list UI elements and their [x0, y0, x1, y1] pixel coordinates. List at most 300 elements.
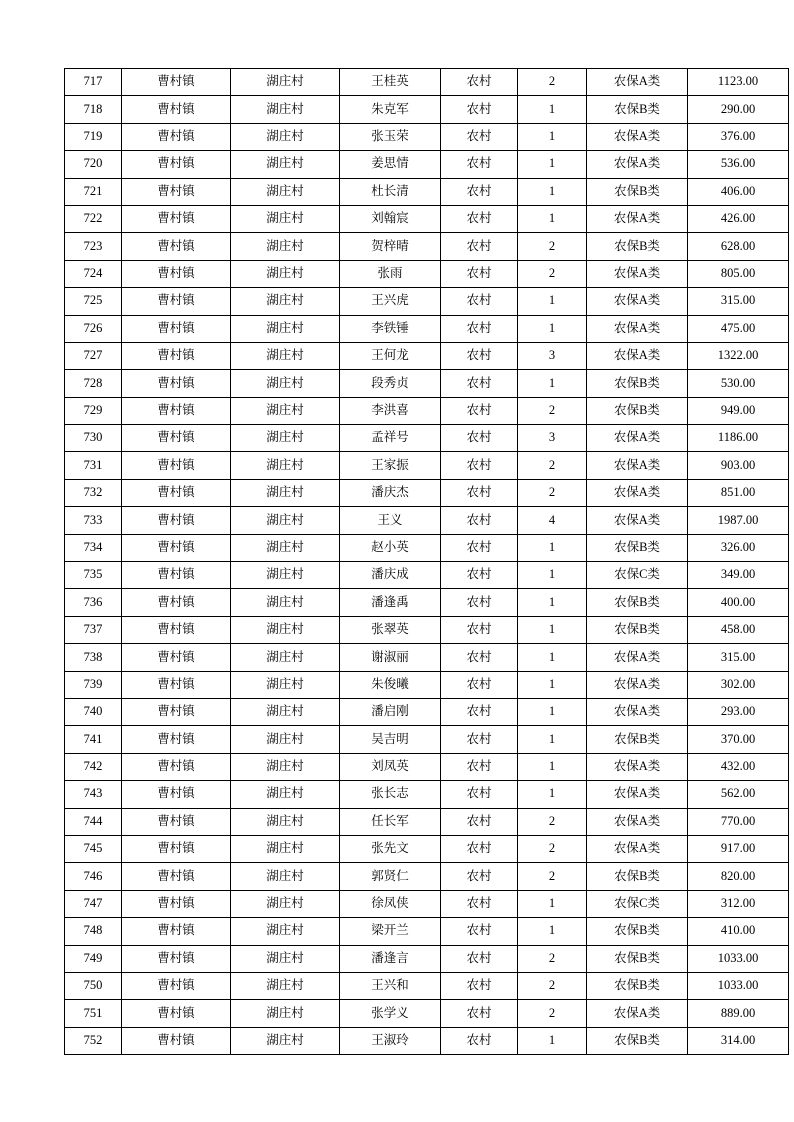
cell-household-type: 农村 — [441, 370, 518, 397]
cell-person-count: 2 — [518, 972, 587, 999]
cell-name: 杜长清 — [340, 178, 441, 205]
cell-household-type: 农村 — [441, 178, 518, 205]
cell-person-count: 2 — [518, 835, 587, 862]
cell-household-type: 农村 — [441, 96, 518, 123]
cell-amount: 536.00 — [688, 151, 789, 178]
cell-town: 曹村镇 — [122, 835, 231, 862]
table-row — [65, 972, 789, 999]
cell-category: 农保A类 — [587, 260, 688, 287]
cell-household-type: 农村 — [441, 781, 518, 808]
cell-household-type: 农村 — [441, 562, 518, 589]
table-row — [65, 616, 789, 643]
table-row — [65, 1000, 789, 1027]
cell-category: 农保A类 — [587, 151, 688, 178]
cell-person-count: 1 — [518, 781, 587, 808]
cell-amount: 315.00 — [688, 644, 789, 671]
cell-village: 湖庄村 — [231, 534, 340, 561]
cell-name: 吴吉明 — [340, 726, 441, 753]
cell-household-type: 农村 — [441, 260, 518, 287]
cell-village: 湖庄村 — [231, 205, 340, 232]
cell-village: 湖庄村 — [231, 370, 340, 397]
cell-household-type: 农村 — [441, 589, 518, 616]
cell-category: 农保C类 — [587, 562, 688, 589]
table-row — [65, 890, 789, 917]
cell-index: 740 — [65, 698, 122, 725]
cell-person-count: 1 — [518, 178, 587, 205]
cell-person-count: 1 — [518, 753, 587, 780]
cell-category: 农保A类 — [587, 315, 688, 342]
cell-person-count: 2 — [518, 479, 587, 506]
table-row — [65, 96, 789, 123]
cell-category: 农保B类 — [587, 616, 688, 643]
cell-village: 湖庄村 — [231, 69, 340, 96]
cell-town: 曹村镇 — [122, 1027, 231, 1054]
cell-index: 722 — [65, 205, 122, 232]
cell-index: 720 — [65, 151, 122, 178]
cell-village: 湖庄村 — [231, 123, 340, 150]
cell-town: 曹村镇 — [122, 69, 231, 96]
cell-category: 农保A类 — [587, 808, 688, 835]
table-row — [65, 233, 789, 260]
cell-category: 农保A类 — [587, 507, 688, 534]
cell-person-count: 1 — [518, 616, 587, 643]
cell-category: 农保A类 — [587, 205, 688, 232]
cell-index: 727 — [65, 342, 122, 369]
cell-town: 曹村镇 — [122, 205, 231, 232]
cell-village: 湖庄村 — [231, 726, 340, 753]
cell-index: 735 — [65, 562, 122, 589]
table-row — [65, 1027, 789, 1054]
cell-category: 农保A类 — [587, 1000, 688, 1027]
cell-index: 733 — [65, 507, 122, 534]
cell-index: 736 — [65, 589, 122, 616]
cell-amount: 1186.00 — [688, 425, 789, 452]
cell-index: 724 — [65, 260, 122, 287]
cell-village: 湖庄村 — [231, 1000, 340, 1027]
cell-name: 潘启刚 — [340, 698, 441, 725]
cell-village: 湖庄村 — [231, 288, 340, 315]
cell-index: 721 — [65, 178, 122, 205]
cell-name: 王义 — [340, 507, 441, 534]
cell-amount: 562.00 — [688, 781, 789, 808]
cell-village: 湖庄村 — [231, 972, 340, 999]
cell-amount: 530.00 — [688, 370, 789, 397]
cell-amount: 406.00 — [688, 178, 789, 205]
cell-index: 728 — [65, 370, 122, 397]
cell-index: 742 — [65, 753, 122, 780]
cell-household-type: 农村 — [441, 918, 518, 945]
cell-village: 湖庄村 — [231, 562, 340, 589]
cell-name: 朱俊曦 — [340, 671, 441, 698]
cell-category: 农保B类 — [587, 726, 688, 753]
cell-amount: 805.00 — [688, 260, 789, 287]
cell-household-type: 农村 — [441, 452, 518, 479]
table-row — [65, 507, 789, 534]
cell-person-count: 3 — [518, 342, 587, 369]
table-row — [65, 753, 789, 780]
table-row — [65, 425, 789, 452]
cell-person-count: 1 — [518, 726, 587, 753]
cell-village: 湖庄村 — [231, 260, 340, 287]
cell-town: 曹村镇 — [122, 808, 231, 835]
cell-town: 曹村镇 — [122, 945, 231, 972]
cell-town: 曹村镇 — [122, 178, 231, 205]
cell-amount: 820.00 — [688, 863, 789, 890]
cell-household-type: 农村 — [441, 726, 518, 753]
cell-person-count: 1 — [518, 589, 587, 616]
cell-amount: 290.00 — [688, 96, 789, 123]
cell-name: 任长军 — [340, 808, 441, 835]
cell-name: 张先文 — [340, 835, 441, 862]
cell-amount: 293.00 — [688, 698, 789, 725]
table-row — [65, 452, 789, 479]
cell-town: 曹村镇 — [122, 781, 231, 808]
cell-name: 贺梓晴 — [340, 233, 441, 260]
cell-village: 湖庄村 — [231, 890, 340, 917]
table-row — [65, 260, 789, 287]
cell-person-count: 2 — [518, 863, 587, 890]
table-row — [65, 370, 789, 397]
cell-village: 湖庄村 — [231, 479, 340, 506]
cell-name: 王何龙 — [340, 342, 441, 369]
cell-person-count: 4 — [518, 507, 587, 534]
cell-index: 734 — [65, 534, 122, 561]
table-row — [65, 726, 789, 753]
table-row — [65, 918, 789, 945]
cell-amount: 370.00 — [688, 726, 789, 753]
cell-village: 湖庄村 — [231, 808, 340, 835]
cell-amount: 432.00 — [688, 753, 789, 780]
cell-person-count: 1 — [518, 288, 587, 315]
cell-name: 张翠英 — [340, 616, 441, 643]
cell-index: 738 — [65, 644, 122, 671]
cell-person-count: 1 — [518, 151, 587, 178]
cell-name: 王家振 — [340, 452, 441, 479]
cell-index: 741 — [65, 726, 122, 753]
table-row — [65, 315, 789, 342]
cell-category: 农保A类 — [587, 69, 688, 96]
cell-town: 曹村镇 — [122, 726, 231, 753]
cell-town: 曹村镇 — [122, 616, 231, 643]
cell-name: 刘翰宸 — [340, 205, 441, 232]
cell-town: 曹村镇 — [122, 370, 231, 397]
cell-name: 姜思情 — [340, 151, 441, 178]
cell-name: 王兴和 — [340, 972, 441, 999]
cell-index: 739 — [65, 671, 122, 698]
cell-town: 曹村镇 — [122, 1000, 231, 1027]
cell-amount: 376.00 — [688, 123, 789, 150]
cell-town: 曹村镇 — [122, 534, 231, 561]
cell-person-count: 1 — [518, 123, 587, 150]
cell-town: 曹村镇 — [122, 890, 231, 917]
cell-amount: 1033.00 — [688, 972, 789, 999]
cell-household-type: 农村 — [441, 835, 518, 862]
cell-person-count: 1 — [518, 96, 587, 123]
cell-household-type: 农村 — [441, 1027, 518, 1054]
cell-household-type: 农村 — [441, 151, 518, 178]
cell-index: 749 — [65, 945, 122, 972]
table-row — [65, 123, 789, 150]
table-row — [65, 178, 789, 205]
cell-person-count: 1 — [518, 671, 587, 698]
cell-town: 曹村镇 — [122, 562, 231, 589]
cell-name: 孟祥号 — [340, 425, 441, 452]
cell-village: 湖庄村 — [231, 397, 340, 424]
cell-amount: 410.00 — [688, 918, 789, 945]
cell-person-count: 1 — [518, 698, 587, 725]
cell-household-type: 农村 — [441, 1000, 518, 1027]
cell-household-type: 农村 — [441, 205, 518, 232]
cell-category: 农保A类 — [587, 644, 688, 671]
cell-town: 曹村镇 — [122, 288, 231, 315]
cell-category: 农保B类 — [587, 178, 688, 205]
cell-amount: 312.00 — [688, 890, 789, 917]
cell-town: 曹村镇 — [122, 260, 231, 287]
table-row — [65, 562, 789, 589]
cell-category: 农保A类 — [587, 479, 688, 506]
cell-index: 750 — [65, 972, 122, 999]
cell-name: 潘庆成 — [340, 562, 441, 589]
cell-household-type: 农村 — [441, 315, 518, 342]
cell-category: 农保A类 — [587, 288, 688, 315]
cell-index: 748 — [65, 918, 122, 945]
cell-town: 曹村镇 — [122, 863, 231, 890]
cell-index: 737 — [65, 616, 122, 643]
cell-village: 湖庄村 — [231, 863, 340, 890]
cell-household-type: 农村 — [441, 288, 518, 315]
cell-town: 曹村镇 — [122, 452, 231, 479]
cell-person-count: 1 — [518, 890, 587, 917]
cell-amount: 628.00 — [688, 233, 789, 260]
cell-person-count: 2 — [518, 808, 587, 835]
cell-category: 农保B类 — [587, 233, 688, 260]
cell-category: 农保A类 — [587, 671, 688, 698]
cell-village: 湖庄村 — [231, 616, 340, 643]
cell-town: 曹村镇 — [122, 123, 231, 150]
cell-amount: 326.00 — [688, 534, 789, 561]
cell-category: 农保B类 — [587, 918, 688, 945]
cell-category: 农保B类 — [587, 96, 688, 123]
table-row — [65, 945, 789, 972]
cell-category: 农保B类 — [587, 945, 688, 972]
cell-household-type: 农村 — [441, 671, 518, 698]
cell-person-count: 1 — [518, 644, 587, 671]
cell-category: 农保A类 — [587, 452, 688, 479]
cell-index: 723 — [65, 233, 122, 260]
cell-category: 农保C类 — [587, 890, 688, 917]
cell-household-type: 农村 — [441, 342, 518, 369]
cell-village: 湖庄村 — [231, 425, 340, 452]
cell-name: 李铁锤 — [340, 315, 441, 342]
cell-person-count: 2 — [518, 397, 587, 424]
cell-index: 730 — [65, 425, 122, 452]
cell-name: 梁开兰 — [340, 918, 441, 945]
cell-index: 719 — [65, 123, 122, 150]
cell-name: 潘逢禹 — [340, 589, 441, 616]
table-row — [65, 698, 789, 725]
cell-town: 曹村镇 — [122, 753, 231, 780]
cell-household-type: 农村 — [441, 123, 518, 150]
table-row — [65, 205, 789, 232]
cell-person-count: 2 — [518, 233, 587, 260]
cell-village: 湖庄村 — [231, 315, 340, 342]
cell-category: 农保B类 — [587, 534, 688, 561]
cell-name: 潘逢言 — [340, 945, 441, 972]
cell-village: 湖庄村 — [231, 151, 340, 178]
table-row — [65, 781, 789, 808]
cell-person-count: 1 — [518, 562, 587, 589]
cell-index: 725 — [65, 288, 122, 315]
cell-index: 732 — [65, 479, 122, 506]
cell-village: 湖庄村 — [231, 671, 340, 698]
cell-category: 农保A类 — [587, 123, 688, 150]
table-row — [65, 808, 789, 835]
cell-person-count: 1 — [518, 370, 587, 397]
cell-index: 744 — [65, 808, 122, 835]
cell-household-type: 农村 — [441, 945, 518, 972]
cell-village: 湖庄村 — [231, 1027, 340, 1054]
cell-village: 湖庄村 — [231, 507, 340, 534]
cell-person-count: 1 — [518, 315, 587, 342]
cell-town: 曹村镇 — [122, 507, 231, 534]
table-row — [65, 589, 789, 616]
cell-index: 751 — [65, 1000, 122, 1027]
cell-village: 湖庄村 — [231, 342, 340, 369]
cell-village: 湖庄村 — [231, 918, 340, 945]
cell-category: 农保B类 — [587, 589, 688, 616]
cell-category: 农保B类 — [587, 397, 688, 424]
cell-household-type: 农村 — [441, 863, 518, 890]
cell-name: 李洪喜 — [340, 397, 441, 424]
cell-village: 湖庄村 — [231, 644, 340, 671]
table-row — [65, 534, 789, 561]
cell-town: 曹村镇 — [122, 342, 231, 369]
cell-amount: 426.00 — [688, 205, 789, 232]
cell-index: 752 — [65, 1027, 122, 1054]
cell-category: 农保A类 — [587, 425, 688, 452]
cell-town: 曹村镇 — [122, 397, 231, 424]
cell-town: 曹村镇 — [122, 918, 231, 945]
cell-person-count: 1 — [518, 1027, 587, 1054]
cell-town: 曹村镇 — [122, 479, 231, 506]
cell-person-count: 2 — [518, 945, 587, 972]
cell-village: 湖庄村 — [231, 96, 340, 123]
cell-index: 745 — [65, 835, 122, 862]
cell-amount: 302.00 — [688, 671, 789, 698]
cell-town: 曹村镇 — [122, 644, 231, 671]
cell-person-count: 1 — [518, 534, 587, 561]
table-row — [65, 342, 789, 369]
cell-town: 曹村镇 — [122, 96, 231, 123]
cell-village: 湖庄村 — [231, 945, 340, 972]
cell-name: 徐凤侠 — [340, 890, 441, 917]
cell-index: 743 — [65, 781, 122, 808]
cell-name: 朱克军 — [340, 96, 441, 123]
cell-index: 717 — [65, 69, 122, 96]
cell-person-count: 2 — [518, 452, 587, 479]
table-row — [65, 397, 789, 424]
cell-town: 曹村镇 — [122, 589, 231, 616]
cell-name: 王淑玲 — [340, 1027, 441, 1054]
cell-household-type: 农村 — [441, 808, 518, 835]
cell-name: 谢淑丽 — [340, 644, 441, 671]
cell-person-count: 2 — [518, 69, 587, 96]
table-row — [65, 151, 789, 178]
cell-amount: 1322.00 — [688, 342, 789, 369]
cell-name: 段秀贞 — [340, 370, 441, 397]
cell-amount: 400.00 — [688, 589, 789, 616]
cell-amount: 315.00 — [688, 288, 789, 315]
cell-town: 曹村镇 — [122, 425, 231, 452]
table-body — [65, 69, 789, 1055]
cell-name: 郭贤仁 — [340, 863, 441, 890]
cell-household-type: 农村 — [441, 890, 518, 917]
cell-amount: 949.00 — [688, 397, 789, 424]
cell-category: 农保B类 — [587, 863, 688, 890]
cell-name: 张雨 — [340, 260, 441, 287]
cell-person-count: 1 — [518, 918, 587, 945]
cell-village: 湖庄村 — [231, 698, 340, 725]
cell-household-type: 农村 — [441, 233, 518, 260]
cell-amount: 903.00 — [688, 452, 789, 479]
cell-village: 湖庄村 — [231, 452, 340, 479]
cell-index: 747 — [65, 890, 122, 917]
cell-town: 曹村镇 — [122, 671, 231, 698]
cell-category: 农保B类 — [587, 370, 688, 397]
cell-category: 农保B类 — [587, 972, 688, 999]
cell-household-type: 农村 — [441, 972, 518, 999]
cell-household-type: 农村 — [441, 507, 518, 534]
cell-village: 湖庄村 — [231, 835, 340, 862]
cell-town: 曹村镇 — [122, 698, 231, 725]
table-row — [65, 479, 789, 506]
cell-household-type: 农村 — [441, 698, 518, 725]
table-row — [65, 644, 789, 671]
cell-amount: 458.00 — [688, 616, 789, 643]
cell-village: 湖庄村 — [231, 589, 340, 616]
cell-village: 湖庄村 — [231, 233, 340, 260]
cell-category: 农保A类 — [587, 342, 688, 369]
cell-village: 湖庄村 — [231, 178, 340, 205]
cell-name: 张玉荣 — [340, 123, 441, 150]
cell-index: 718 — [65, 96, 122, 123]
cell-person-count: 1 — [518, 205, 587, 232]
cell-amount: 917.00 — [688, 835, 789, 862]
cell-person-count: 2 — [518, 1000, 587, 1027]
cell-index: 731 — [65, 452, 122, 479]
cell-category: 农保A类 — [587, 781, 688, 808]
table-row — [65, 69, 789, 96]
table-row — [65, 863, 789, 890]
cell-amount: 314.00 — [688, 1027, 789, 1054]
cell-household-type: 农村 — [441, 534, 518, 561]
cell-category: 农保A类 — [587, 835, 688, 862]
cell-amount: 889.00 — [688, 1000, 789, 1027]
cell-index: 726 — [65, 315, 122, 342]
cell-town: 曹村镇 — [122, 151, 231, 178]
cell-index: 746 — [65, 863, 122, 890]
cell-household-type: 农村 — [441, 644, 518, 671]
cell-category: 农保A类 — [587, 698, 688, 725]
cell-name: 潘庆杰 — [340, 479, 441, 506]
cell-town: 曹村镇 — [122, 972, 231, 999]
cell-town: 曹村镇 — [122, 315, 231, 342]
cell-amount: 1987.00 — [688, 507, 789, 534]
cell-town: 曹村镇 — [122, 233, 231, 260]
cell-household-type: 农村 — [441, 69, 518, 96]
beneficiary-table — [64, 68, 789, 1055]
cell-name: 赵小英 — [340, 534, 441, 561]
